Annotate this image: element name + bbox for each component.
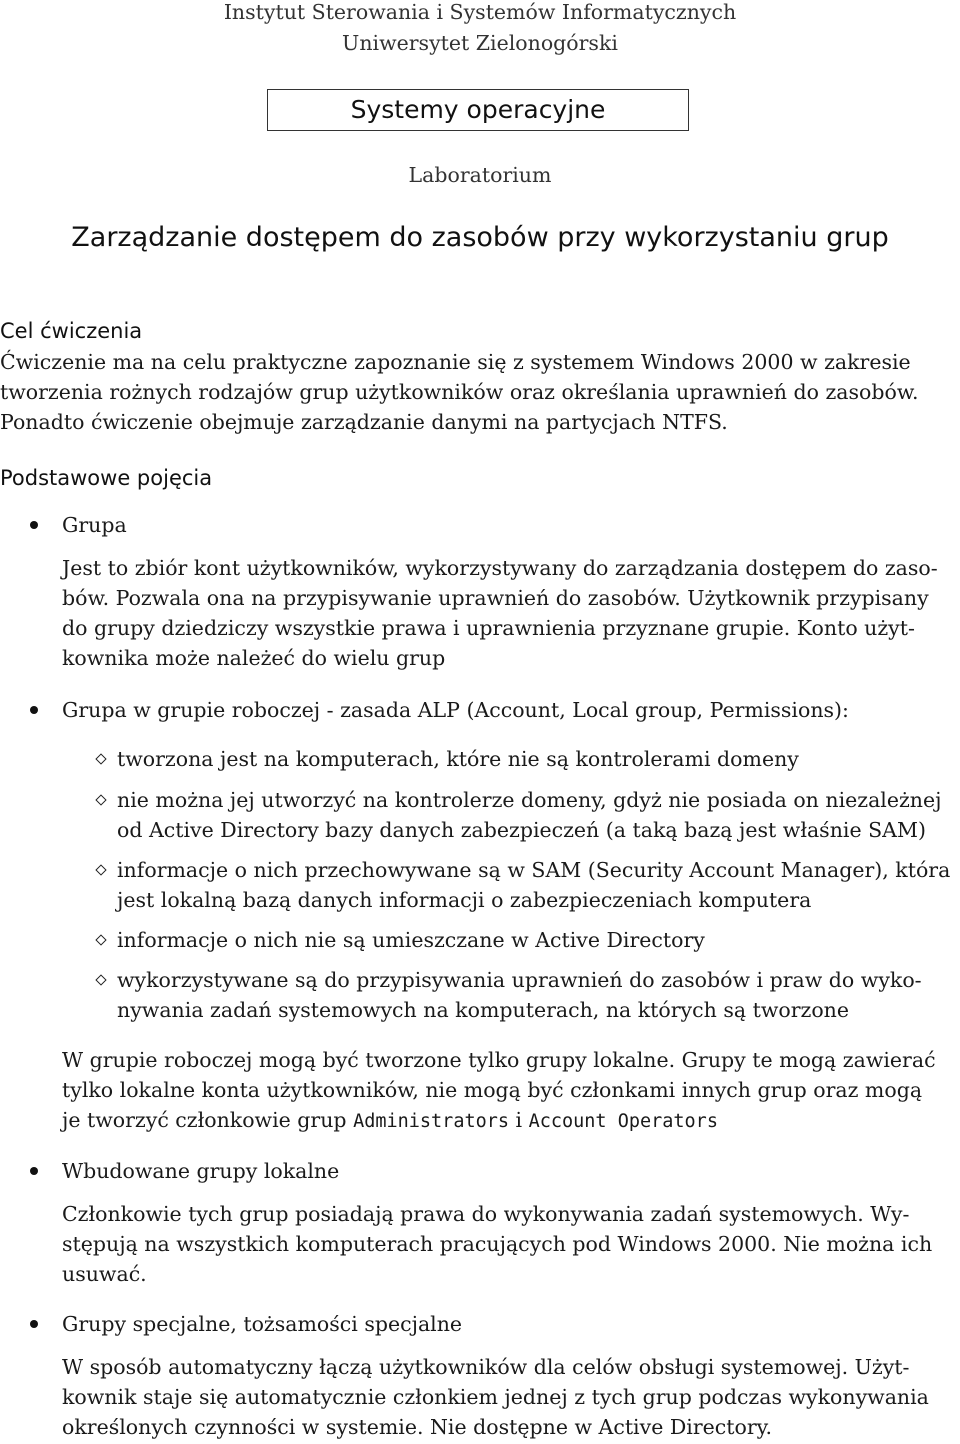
workgroup-note-line: tylko lokalne konta użytkowników, nie mogą być członkami innych grup oraz mogą <box>62 1078 923 1102</box>
note-text: je tworzyć członkowie grup <box>62 1108 354 1132</box>
workgroup-item-line: nie można jej utworzyć na kontrolerze domeny, gdyż nie posiada on niezależnej <box>117 788 942 812</box>
builtin-line: stępują na wszystkich komputerach pracujących pod Windows 2000. Nie można ich <box>62 1232 933 1256</box>
bullet-dot-icon <box>30 1167 38 1175</box>
workgroup-item-line: jest lokalną bazą danych informacji o zabezpieczeniach komputera <box>117 888 812 912</box>
workgroup-item <box>117 965 960 1025</box>
workgroup-note-line <box>62 1105 960 1137</box>
special-label: Grupy specjalne, tożsamości specjalne <box>62 1312 463 1336</box>
special-line: określonych czynności w systemie. Nie dostępne w Active Directory. <box>62 1415 773 1439</box>
code-administrators: Administrators <box>353 1111 510 1132</box>
note-text: i <box>509 1108 529 1132</box>
workgroup-item <box>117 855 960 915</box>
bullet-dot-icon <box>30 521 38 529</box>
bullet-dot-icon <box>30 1320 38 1328</box>
concepts-heading: Podstawowe pojęcia <box>0 466 213 490</box>
workgroup-note <box>62 1045 960 1137</box>
course-title: Systemy operacyjne <box>350 95 606 124</box>
workgroup-item-line: wykorzystywane są do przypisywania uprawnień do zasobów i praw do wyko- <box>117 968 922 992</box>
workgroup-item <box>117 744 960 774</box>
course-title-box <box>267 89 689 131</box>
university-name: Uniwersytet Zielonogórski <box>342 31 618 55</box>
kind-label: Laboratorium <box>408 163 552 187</box>
workgroup-label: Grupa w grupie roboczej - zasada ALP (Account, Local group, Permissions): <box>62 698 849 722</box>
goal-line: Ćwiczenie ma na celu praktyczne zapoznanie się z systemem Windows 2000 w zakresie <box>0 350 911 374</box>
builtin-line: Członkowie tych grup posiadają prawa do wykonywania zadań systemowych. Wy- <box>62 1202 910 1226</box>
workgroup-item <box>117 925 960 955</box>
diamond-bullet-icon <box>95 794 106 805</box>
builtin-description <box>62 1199 960 1289</box>
workgroup-item-line: nywania zadań systemowych na komputerach, na których są tworzone <box>117 998 850 1022</box>
group-definition <box>62 553 960 673</box>
workgroup-item-line: informacje o nich nie są umieszczane w Active Directory <box>117 928 705 952</box>
goal-line: Ponadto ćwiczenie obejmuje zarządzanie danymi na partycjach NTFS. <box>0 410 728 434</box>
diamond-bullet-icon <box>95 934 106 945</box>
builtin-line: usuwać. <box>62 1262 147 1286</box>
bullet-dot-icon <box>30 706 38 714</box>
group-line: kownika może należeć do wielu grup <box>62 646 446 670</box>
diamond-bullet-icon <box>95 864 106 875</box>
diamond-bullet-icon <box>95 753 106 764</box>
document-title: Zarządzanie dostępem do zasobów przy wykorzystaniu grup <box>71 222 889 253</box>
code-account-operators: Account Operators <box>528 1111 718 1132</box>
workgroup-item <box>117 785 960 845</box>
builtin-label: Wbudowane grupy lokalne <box>62 1159 340 1183</box>
diamond-bullet-icon <box>95 974 106 985</box>
goal-heading: Cel ćwiczenia <box>0 319 143 343</box>
goal-paragraph <box>0 347 960 437</box>
group-line: do grupy dziedziczy wszystkie prawa i uprawnienia przyznane grupie. Konto użyt- <box>62 616 915 640</box>
special-line: kownik staje się automatycznie członkiem jednej z tych grup podczas wykonywania <box>62 1385 929 1409</box>
workgroup-item-line: informacje o nich przechowywane są w SAM (Security Account Manager), która <box>117 858 951 882</box>
workgroup-item-line: tworzona jest na komputerach, które nie są kontrolerami domeny <box>117 747 799 771</box>
institute-header <box>0 0 960 59</box>
special-line: W sposób automatyczny łączą użytkowników dla celów obsługi systemowej. Użyt- <box>62 1355 910 1379</box>
group-line: Jest to zbiór kont użytkowników, wykorzystywany do zarządzania dostępem do zaso- <box>62 556 938 580</box>
workgroup-note-line: W grupie roboczej mogą być tworzone tylko grupy lokalne. Grupy te mogą zawierać <box>62 1048 936 1072</box>
goal-line: tworzenia rożnych rodzajów grup użytkowników oraz określania uprawnień do zasobów. <box>0 380 919 404</box>
institute-name: Instytut Sterowania i Systemów Informatycznych <box>223 0 737 24</box>
special-description <box>62 1352 960 1442</box>
group-label: Grupa <box>62 513 127 537</box>
group-line: bów. Pozwala ona na przypisywanie uprawnień do zasobów. Użytkownik przypisany <box>62 586 929 610</box>
workgroup-item-line: od Active Directory bazy danych zabezpieczeń (a taką bazą jest właśnie SAM) <box>117 818 926 842</box>
